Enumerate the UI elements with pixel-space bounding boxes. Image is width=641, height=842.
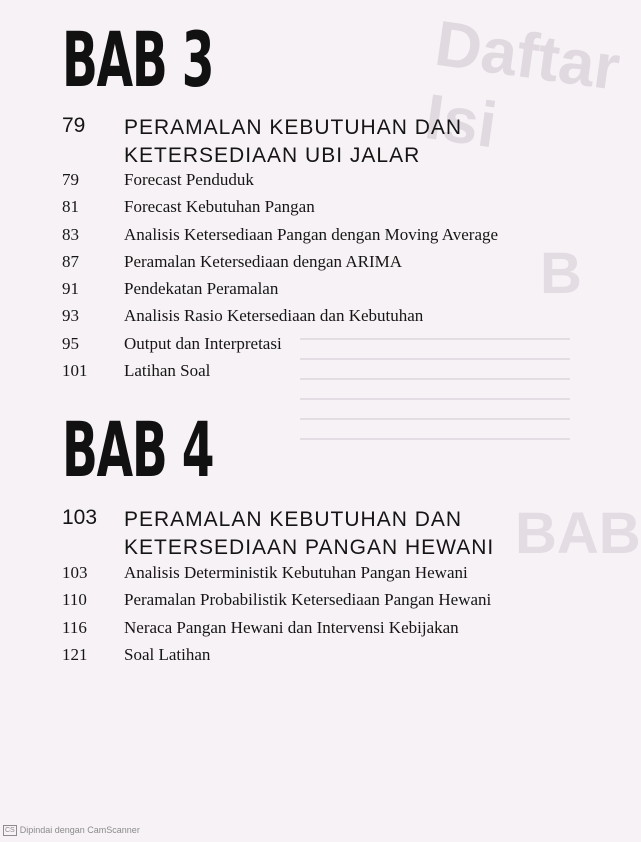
chapter-title bbox=[124, 114, 524, 170]
scanner-watermark-text: Dipindai dengan CamScanner bbox=[19, 824, 140, 835]
toc-item-title: Output dan Interpretasi bbox=[124, 333, 282, 353]
toc-item[interactable] bbox=[62, 590, 542, 617]
toc-item[interactable] bbox=[62, 252, 542, 279]
toc-list-bab-4 bbox=[62, 563, 542, 672]
toc-page-number: 83 bbox=[62, 224, 79, 244]
chapter-title-line-2: KETERSEDIAAN PANGAN HEWANI bbox=[124, 536, 495, 559]
toc-page-number: 93 bbox=[62, 306, 79, 326]
toc-item-title: Latihan Soal bbox=[124, 361, 211, 381]
toc-item-title: Analisis Deterministik Kebutuhan Pangan Hewani bbox=[124, 563, 468, 582]
toc-page-number: 110 bbox=[62, 590, 87, 610]
toc-page-number: 87 bbox=[62, 251, 79, 271]
toc-item[interactable] bbox=[62, 618, 542, 645]
toc-item[interactable] bbox=[62, 279, 542, 306]
toc-page-number: 91 bbox=[62, 279, 79, 299]
toc-item[interactable] bbox=[62, 334, 542, 361]
chapter-heading-bab-4: BAB 4 bbox=[62, 405, 214, 494]
toc-item-title: Analisis Ketersediaan Pangan dengan Moving Average bbox=[124, 224, 499, 244]
toc-item[interactable] bbox=[62, 306, 542, 333]
chapter-title-line-2: KETERSEDIAAN UBI JALAR bbox=[124, 144, 421, 167]
toc-item[interactable] bbox=[62, 197, 542, 224]
chapter-page-number: 79 bbox=[62, 114, 86, 137]
toc-list-bab-3 bbox=[62, 170, 542, 388]
toc-item[interactable] bbox=[62, 563, 542, 590]
bleed-through-text: Daftar Isi bbox=[420, 6, 625, 162]
chapter-heading-bab-3: BAB 3 bbox=[62, 15, 214, 104]
toc-item[interactable] bbox=[62, 645, 542, 672]
toc-item-title: Forecast Penduduk bbox=[124, 170, 254, 189]
toc-page-number: 116 bbox=[62, 617, 87, 637]
toc-item-title: Soal Latihan bbox=[124, 644, 211, 664]
toc-page-number: 95 bbox=[62, 333, 79, 353]
toc-item-title: Neraca Pangan Hewani dan Intervensi Kebijakan bbox=[124, 617, 459, 637]
toc-page-number: 79 bbox=[62, 170, 79, 189]
toc-page-number: 81 bbox=[62, 197, 79, 217]
scanner-watermark bbox=[3, 825, 140, 836]
toc-item-title: Analisis Rasio Ketersediaan dan Kebutuhan bbox=[124, 306, 424, 326]
toc-page-number: 101 bbox=[62, 361, 88, 381]
chapter-page-number: 103 bbox=[62, 506, 98, 529]
toc-item-title: Peramalan Probabilistik Ketersediaan Pangan Hewani bbox=[124, 590, 492, 610]
camscanner-logo-icon: CS bbox=[5, 827, 15, 834]
bleed-through-text: BAB bbox=[515, 501, 641, 566]
toc-item-title: Forecast Kebutuhan Pangan bbox=[124, 197, 315, 217]
toc-page-number: 121 bbox=[62, 644, 88, 664]
chapter-title-line-1: PERAMALAN KEBUTUHAN DAN bbox=[124, 508, 463, 531]
toc-page-number: 103 bbox=[62, 563, 88, 582]
toc-item[interactable] bbox=[62, 361, 542, 388]
chapter-title-line-1: PERAMALAN KEBUTUHAN DAN bbox=[124, 116, 463, 139]
toc-item-title: Pendekatan Peramalan bbox=[124, 279, 279, 299]
chapter-title bbox=[124, 506, 524, 562]
toc-item[interactable] bbox=[62, 225, 542, 252]
toc-item[interactable] bbox=[62, 170, 542, 197]
toc-item-title: Peramalan Ketersediaan dengan ARIMA bbox=[124, 251, 403, 271]
bleed-through-text: B bbox=[540, 241, 582, 306]
